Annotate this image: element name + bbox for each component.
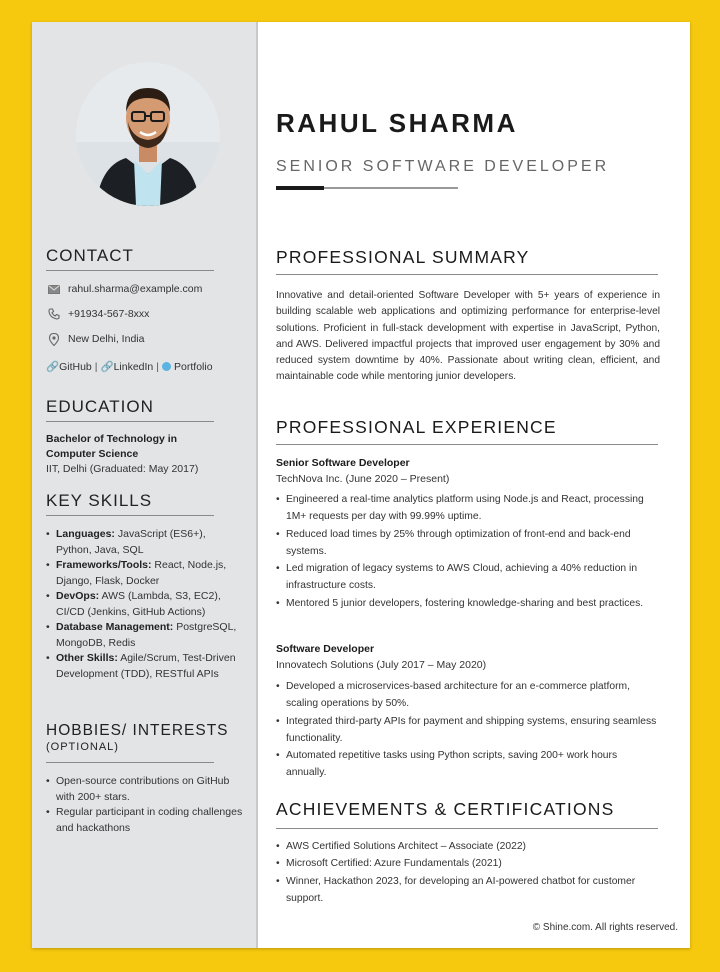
job-company: Innovatech Solutions (July 2017 – May 2020) (276, 659, 487, 671)
contact-links: 🔗GitHub | 🔗LinkedIn | Portfolio (46, 361, 213, 373)
job-bullet: • Developed a microservices-based architecture for an e-commerce platform, scaling operations by 50%. (276, 678, 658, 713)
hobbies-list (46, 774, 246, 836)
sidebar (32, 22, 258, 948)
experience-divider (276, 444, 658, 445)
job-bullets (276, 491, 658, 612)
hobbies-subheading: (OPTIONAL) (46, 741, 119, 753)
skill-item: • Frameworks/Tools: React, Node.js, Django, Flask, Docker (46, 558, 242, 589)
education-degree-line1: Bachelor of Technology in (46, 433, 178, 445)
job-company: TechNova Inc. (June 2020 – Present) (276, 473, 450, 485)
globe-icon (162, 362, 171, 371)
title-underline-accent (276, 186, 324, 190)
hobby-item: • Regular participant in coding challenges and hackathons (46, 805, 246, 836)
main-content (258, 22, 690, 948)
education-degree-line2: Computer Science (46, 448, 139, 460)
achievement-item: • AWS Certified Solutions Architect – Associate (2022) (276, 838, 658, 855)
hobby-item: • Open-source contributions on GitHub with 200+ stars. (46, 774, 246, 805)
experience-heading: PROFESSIONAL EXPERIENCE (276, 417, 557, 437)
contact-phone-row (46, 308, 149, 320)
skill-item: • Other Skills: Agile/Scrum, Test-Driven Development (TDD), RESTful APIs (46, 651, 242, 682)
summary-heading: PROFESSIONAL SUMMARY (276, 247, 530, 267)
resume-sheet (32, 22, 690, 948)
phone-icon (46, 308, 62, 320)
education-institution: IIT, Delhi (Graduated: May 2017) (46, 463, 199, 475)
candidate-title: SENIOR SOFTWARE DEVELOPER (276, 158, 610, 175)
skill-item: • Database Management: PostgreSQL, MongoDB, Redis (46, 620, 242, 651)
contact-location: New Delhi, India (68, 333, 145, 345)
candidate-name: RAHUL SHARMA (276, 108, 518, 138)
job-bullets (276, 678, 658, 782)
achievement-item: • Microsoft Certified: Azure Fundamentals (2021) (276, 855, 658, 872)
location-pin-icon (46, 333, 62, 345)
job-bullet: • Led migration of legacy systems to AWS Cloud, achieving a 40% reduction in infrastructure costs. (276, 560, 658, 595)
profile-photo-illustration (76, 62, 220, 206)
contact-divider (46, 270, 214, 271)
education-divider (46, 421, 214, 422)
summary-divider (276, 274, 658, 275)
job-bullet: • Reduced load times by 25% through optimization of front-end and back-end systems. (276, 526, 658, 561)
contact-email[interactable]: rahul.sharma@example.com (68, 283, 203, 295)
skills-list (46, 527, 242, 682)
contact-heading: CONTACT (46, 246, 134, 265)
link-chain-icon: 🔗 (46, 361, 60, 373)
skill-item: • Languages: JavaScript (ES6+), Python, Java, SQL (46, 527, 242, 558)
contact-location-row (46, 333, 144, 345)
skill-item: • DevOps: AWS (Lambda, S3, EC2), CI/CD (Jenkins, GitHub Actions) (46, 589, 242, 620)
linkedin-link[interactable]: LinkedIn (113, 361, 154, 373)
job-bullet: • Integrated third-party APIs for payment and shipping systems, ensuring seamless functionality. (276, 713, 658, 748)
achievements-heading: ACHIEVEMENTS & CERTIFICATIONS (276, 799, 615, 819)
job-bullet: • Engineered a real-time analytics platform using Node.js and React, processing 1M+ requests per day with 99.99% uptime. (276, 491, 658, 526)
skills-heading: KEY SKILLS (46, 491, 153, 510)
achievements-divider (276, 828, 658, 829)
portfolio-link[interactable]: Portfolio (174, 361, 213, 373)
copyright-footer: © Shine.com. All rights reserved. (532, 922, 678, 933)
achievement-item: • Winner, Hackathon 2023, for developing an AI-powered chatbot for customer support. (276, 873, 658, 908)
summary-text: Innovative and detail-oriented Software Developer with 5+ years of experience in building scalable web applications and optimizing performance for enterprise-level solutions. Proficient in full-stack development with expertise in JavaScript, Python, and AWS. Delivered impactful projects that improved user engagement by 30% and reduced system downtime by 40%. Passionate about writing clean, efficient, and maintainable code while mentoring junior developers. (276, 290, 660, 383)
contact-phone[interactable]: +91934-567-8xxx (68, 308, 150, 320)
mail-icon (46, 283, 62, 295)
job-title: Senior Software Developer (276, 457, 410, 469)
job-title: Software Developer (276, 643, 375, 655)
github-link[interactable]: GitHub (59, 361, 92, 373)
link-chain-icon: 🔗 (100, 361, 114, 373)
hobbies-divider (46, 762, 214, 763)
job-bullet: • Mentored 5 junior developers, fostering knowledge-sharing and best practices. (276, 595, 658, 612)
job-bullet: • Automated repetitive tasks using Python scripts, saving 200+ work hours annually. (276, 747, 658, 782)
skills-divider (46, 515, 214, 516)
education-heading: EDUCATION (46, 397, 154, 416)
contact-email-row (46, 283, 202, 295)
profile-photo (76, 62, 220, 206)
achievements-list (276, 838, 658, 907)
hobbies-heading: HOBBIES/ INTERESTS (46, 722, 229, 739)
